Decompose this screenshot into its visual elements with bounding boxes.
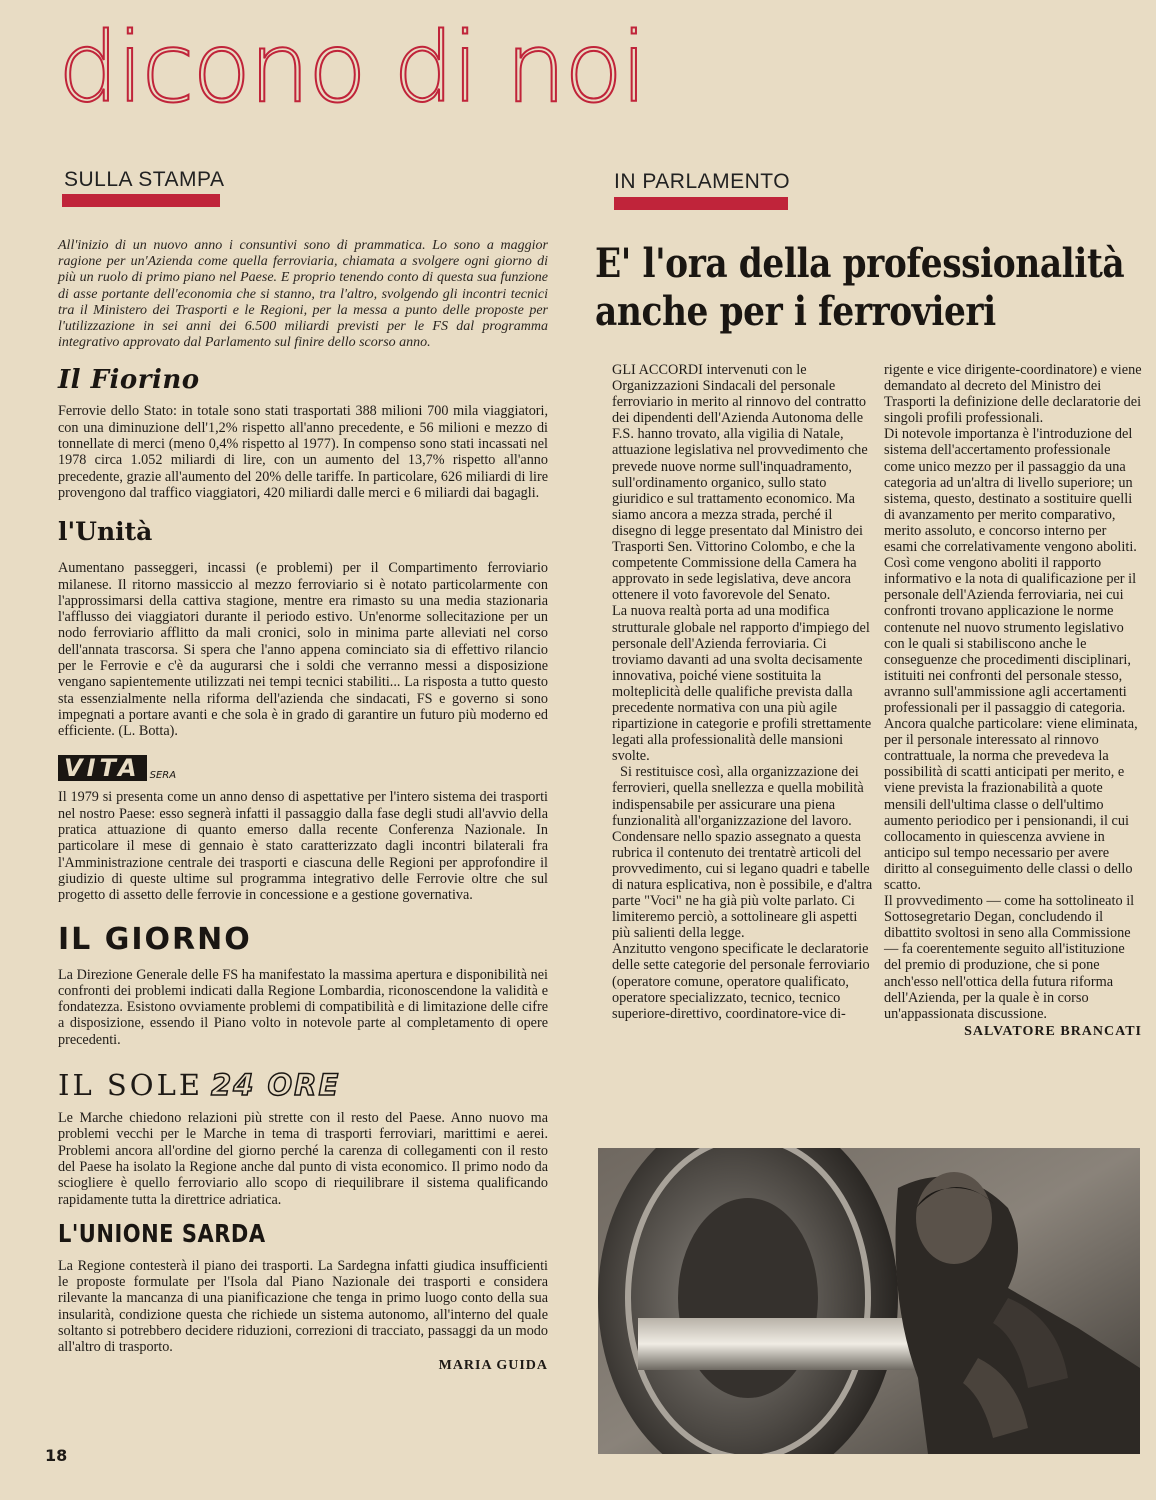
logo-il-fiorino: Il Fiorino: [58, 365, 200, 396]
logo-vita-text: VITA: [58, 755, 147, 781]
article-paragraph: Di notevole importanza è l'introduzione del sistema dell'accertamento professionale come unico mezzo per il passaggio da una categoria ad un'altra di livello superiore; un sistema, questo, destinato a sostituire quelli di avanzamento per merito comparativo, merito assoluto, e concorso interno per esami che correlativamente vengono aboliti. Così come vengono aboliti il rapporto informativo e la nota di qualificazione per il personale dell'Azienda ferroviaria, nei cui confronti trovano applicazione le norme contenute nel nuovo strumento legislativo con le quali si stabiliscono anche le conseguenze che procedimenti disciplinari, istituiti nei confronti del personale stesso, avranno sull'ammissione agli accertamenti professionali per il passaggio di categoria.: [884, 426, 1137, 716]
article-paragraph: La nuova realtà porta ad una modifica strutturale globale nel rapporto d'impiego del personale dell'Azienda ferroviaria. Ci troviamo davanti ad una svolta decisamente innovativa, poiché viene sostituita la molteplicità delle qualifiche prevista dalla precedente normativa con una più agile ripartizione in categorie e profili strettamente legati alla professionalità delle mansioni svolte.: [612, 603, 872, 765]
article-column-2: [884, 362, 1142, 1040]
headline-line-1: E' l'ora della professionalità: [595, 240, 1125, 287]
press-intro: All'inizio di un nuovo anno i consuntivi sono di prammatica. Lo sono a maggior ragione per un'Azienda come quella ferroviaria, chiamata a svolgere ogni giorno di più un ruolo di primo piano nel Paese. E proprio tenendo conto di questa sua funzione di asse portante dell'economia che si stanno, tra l'altro, svolgendo gli incontri tecnici tra il Ministero dei Trasporti e le Regioni, per la messa a punto delle proposte per l'utilizzazione in sei anni dei 6.500 miliardi previsti per le FS dal programma integrativo approvato dal Parlamento sul finire dello scorso anno.: [58, 238, 548, 351]
article-column-1: [612, 362, 874, 1022]
press-item-text: Il 1979 si presenta come un anno denso di aspettative per l'intero sistema dei trasporti nel nostro Paese: esso segnerà infatti il passaggio dalla fase degli studi all'avvio della pratica attuazione di quanto emerso dalla recente Conferenza Nazionale. In particolare il mese di gennaio è stato caratterizzato dagli incontri bilaterali fra l'Amministrazione centrale dei trasporti e ciascuna delle Regioni per approfondire il giudizio di queste ultime sul programma integrativo delle Ferrovie oltre che sul progetto di assetto delle ferrovie in concessione e a gestione governativa.: [58, 789, 548, 904]
section-bar-press: [62, 194, 220, 207]
logo-sole-text: IL SOLE: [58, 1068, 204, 1103]
section-label-press: SULLA STAMPA: [64, 168, 225, 191]
masthead-title: dicono di noi: [58, 12, 646, 124]
logo-vita-sera: [58, 755, 548, 781]
press-item-text: Aumentano passeggeri, incassi (e problemi) per il Compartimento ferroviario milanese. Il ritorno massiccio al mezzo ferroviario si è notato particolarmente con l'approssimarsi della cattiva stagione, mentre era rimasto su una media stazionaria l'afflusso dei viaggiatori durante il periodo estivo. Un'enorme sollecitazione per un nodo ferroviario afflitto da mali cronici, solo in minima parte alleviati nel corso dell'annata trascorsa. Si spera che l'anno appena cominciato sia di effettivo rilancio per le Ferrovie e c'è da augurarsi che i soldi che verranno messi a disposizione vengano sapientemente utilizzati nei tempi tecnici stabiliti... La risposta a tutto questo sta essenzialmente nella riforma dell'azienda che sindacati, FS e governo si sono impegnati a portare avanti e che sola è in grado di garantire un futuro più moderno ed efficiente. (L. Botta).: [58, 560, 548, 740]
logo-sera-text: SERA: [149, 770, 177, 782]
page-number: 18: [45, 1446, 68, 1465]
article-paragraph: Condensare nello spazio assegnato a questa rubrica il contenuto dei trentatrè articoli del provvedimento, cui si legano quadri e tabelle di natura esplicativa, non è possibile, e d'altra parte "Voci" ne ha già più volte parlato. Ci limiteremo perciò, a sottolineare gli aspetti più salienti della legge.: [612, 828, 873, 942]
article-paragraph: Anzitutto vengono specificate le declaratorie delle sette categorie del personale ferroviario (operatore comune, operatore qualificato, operatore specializzato, tecnico, tecnico superiore-direttivo, coordinatore-vice di-: [612, 941, 870, 1022]
logo-il-giorno: IL GIORNO: [58, 921, 252, 957]
article-headline: [595, 240, 1140, 336]
press-item-text: La Regione contesterà il piano dei trasporti. La Sardegna infatti giudica insufficienti le proposte formulate per l'Isola dal Piano Nazionale dei trasporti e considera rilevante la mancanza di una pianificazione che tenga in primo luogo conto della sua insularità, condizione questa che richiede un sistema autonomo, all'interno del quale soltanto si potrebbero decidere riduzioni, correzioni di tracciato, passaggi da un modo all'altro di trasporto.: [58, 1257, 548, 1356]
article-paragraph: rigente e vice dirigente-coordinatore) e viene demandato al decreto del Ministro dei Trasporti la definizione delle declaratorie dei singoli profili professionali.: [884, 362, 1142, 427]
worker-at-wheel-photo: [598, 1148, 1140, 1454]
press-review-column: [58, 238, 548, 1374]
logo-unita: l'Unità: [58, 517, 153, 547]
press-item-text: Le Marche chiedono relazioni più strette con il resto del Paese. Anno nuovo ma problemi vecchi per le Marche in tema di trasporti ferroviari, marittimi e aerei. Problemi ancora all'ordine del giorno perché la carenza di collegamenti con il resto del Paese ha isolato la Regione anche dal punto di vista economico. Il primo nodo da sciogliere è quello ferroviario allo scopo di riequilibrare il sistema qualificando rapidamente tutta la direttrice adriatica.: [58, 1110, 548, 1208]
headline-line-2: anche per i ferrovieri: [595, 288, 996, 335]
logo-24-ore-text: 24 ORE: [211, 1068, 341, 1103]
section-label-parliament: IN PARLAMENTO: [614, 170, 791, 193]
logo-il-sole-24-ore: [58, 1068, 548, 1102]
article-paragraph: GLI ACCORDI intervenuti con le Organizzazioni Sindacali del personale ferroviario in merito al rinnovo del contratto dei dipendenti dell'Azienda Autonoma delle F.S. hanno trovato, alla vigilia di Natale, attuazione legislativa nel provvedimento che prevede nuove norme sull'inquadramento, sull'ordinamento organico, sullo stato giuridico e sul trattamento economico. Ma siamo ancora a mezza strada, perché il disegno di legge presentato dal Ministro dei Trasporti Sen. Vittorino Colombo, e che la competente Commissione della Camera ha approvato in sede legislativa, deve ancora ottenere il voto favorevole del Senato.: [612, 362, 868, 604]
article-author-signature: SALVATORE BRANCATI: [964, 1023, 1142, 1039]
section-bar-parliament: [614, 197, 788, 210]
press-author-signature: MARIA GUIDA: [438, 1357, 548, 1373]
press-item-text: Ferrovie dello Stato: in totale sono stati trasportati 388 milioni 700 mila viaggiatori, con una diminuzione dell'1,2% rispetto all'anno precedente, e 56 milioni e mezzo di tonnellate di merci (meno 0,4% rispetto al 1977). In compenso sono stati incassati nel 1978 circa 1.052 miliardi di lire, con un aumento del 13,7% rispetto all'anno precedente, grazie all'aumento del 20% delle tariffe. In particolare, 626 miliardi di lire provengono dal traffico viaggiatori, 420 miliardi dalle merci e 6 miliardi dai bagagli.: [58, 403, 548, 501]
article-paragraph: Ancora qualche particolare: viene eliminata, per il personale interessato al rinnovo contrattuale, la norma che prevedeva la possibilità di scatti anticipati per merito, e viene prevista la frazionabilità a quote mensili dell'ultima classe o dell'ultimo aumento periodico per i pensionandi, il cui collocamento in quiescenza avviene in anticipo sul tempo necessario per avere diritto al conseguimento delle classi o dello scatto.: [884, 716, 1138, 893]
logo-unione-sarda: L'UNIONE SARDA: [58, 1219, 266, 1248]
article-paragraph: Si restituisce così, alla organizzazione dei ferrovieri, quella snellezza e quella mobilità indispensabile per assicurare una piena funzionalità all'organizzazione del lavoro.: [612, 764, 864, 829]
article-paragraph: Il provvedimento — come ha sottolineato il Sottosegretario Degan, concludendo il dibattito svoltosi in seno alla Commissione — fa coerentemente seguito all'istituzione del premio di produzione, che si pone anch'esso nell'ottica della futura riforma dell'Azienda, per la quale è in corso un'appassionata discussione.: [884, 893, 1135, 1022]
press-item-text: La Direzione Generale delle FS ha manifestato la massima apertura e disponibilità nei confronti dei problemi indicati dalla Regione Lombardia, riconoscendone la validità e fondatezza. Esistono ovviamente problemi di compatibilità e di limitazione delle cifre a disposizione, essendo il Piano volto in notevole parte al completamento di opere precedenti.: [58, 966, 548, 1048]
